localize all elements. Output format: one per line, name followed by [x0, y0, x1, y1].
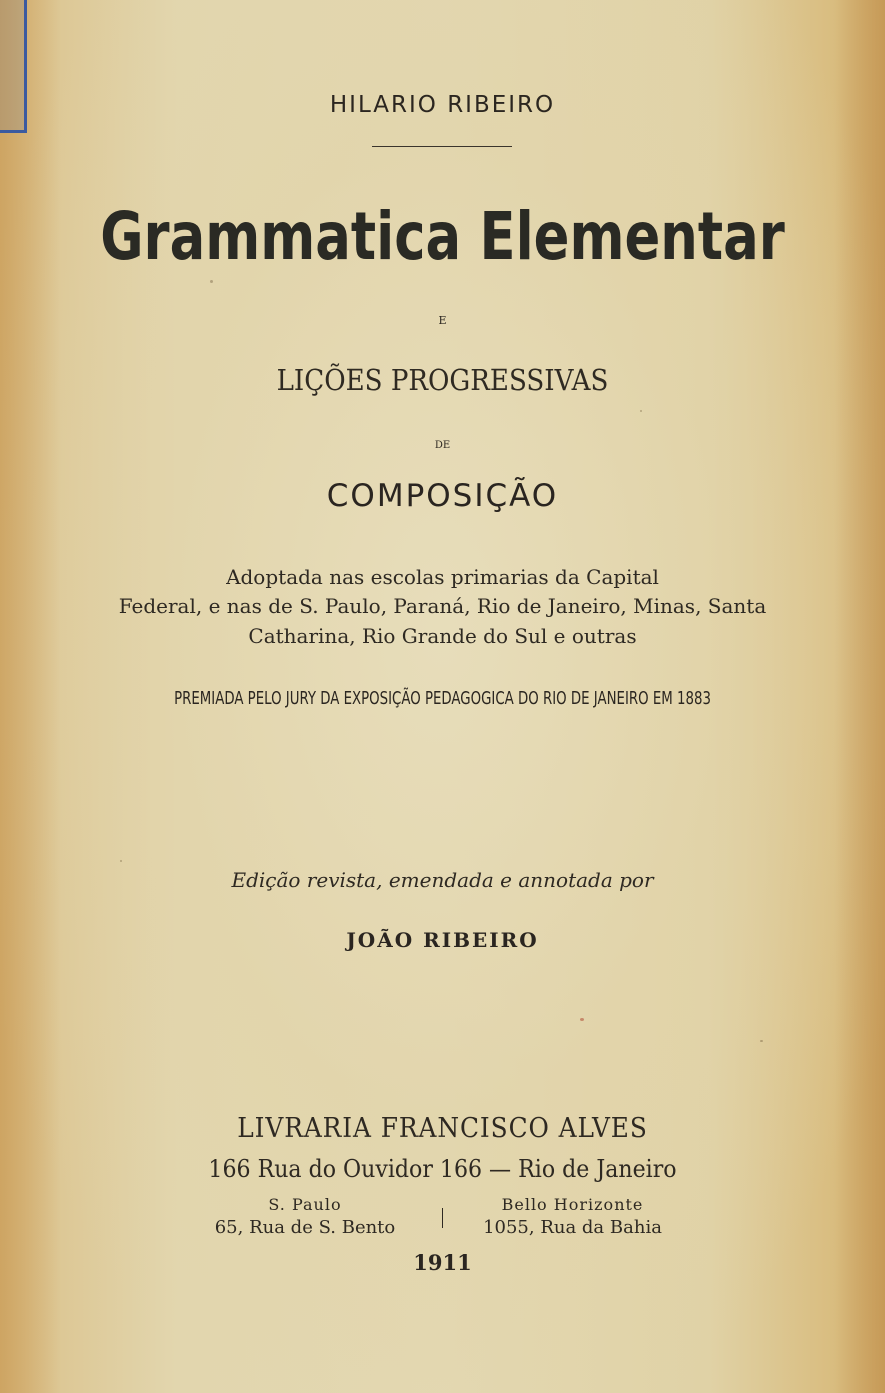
- paper-speck: [120, 860, 122, 862]
- branch-street: 65, Rua de S. Bento: [214, 1217, 396, 1238]
- branch-sao-paulo: [180, 1195, 430, 1238]
- adoption-line-3: Catharina, Rio Grande do Sul e outras: [248, 624, 637, 648]
- adoption-line-1: Adoptada nas escolas primarias da Capital: [226, 565, 659, 589]
- adoption-line-2: Federal, e nas de S. Paulo, Paraná, Rio de Janeiro, Minas, Santa: [118, 594, 767, 618]
- editor-name: JOÃO RIBEIRO: [346, 928, 539, 952]
- title-rule-divider: [372, 146, 512, 147]
- paper-speck: [760, 1040, 763, 1042]
- branch-city: S. Paulo: [268, 1195, 342, 1214]
- subtitle-lessons: LIÇÕES PROGRESSIVAS: [276, 363, 609, 397]
- paper-speck: [580, 1018, 584, 1021]
- branch-divider: [442, 1208, 443, 1228]
- paper-speck: [210, 280, 213, 283]
- branch-bello-horizonte: [455, 1195, 690, 1238]
- publication-year: 1911: [413, 1250, 472, 1275]
- award-notice: PREMIADA PELO JURY DA EXPOSIÇÃO PEDAGOGICA DO RIO DE JANEIRO EM 1883: [174, 688, 711, 709]
- edition-note: Edição revista, emendada e annotada por: [231, 868, 654, 892]
- publisher-address: 166 Rua do Ouvidor 166 — Rio de Janeiro: [208, 1155, 677, 1183]
- subtitle-composition: COMPOSIÇÃO: [326, 478, 559, 514]
- conjunction-text: E: [438, 314, 447, 327]
- paper-speck: [640, 410, 642, 412]
- branch-city: Bello Horizonte: [501, 1195, 644, 1214]
- paper-stain-left: [0, 0, 60, 1393]
- book-title: Grammatica Elementar: [100, 198, 785, 275]
- author-name: HILARIO RIBEIRO: [329, 92, 556, 118]
- publisher-name: LIVRARIA FRANCISCO ALVES: [237, 1113, 648, 1144]
- preposition-text: DE: [434, 440, 451, 451]
- paper-stain-right: [835, 0, 885, 1393]
- branch-street: 1055, Rua da Bahia: [483, 1217, 662, 1238]
